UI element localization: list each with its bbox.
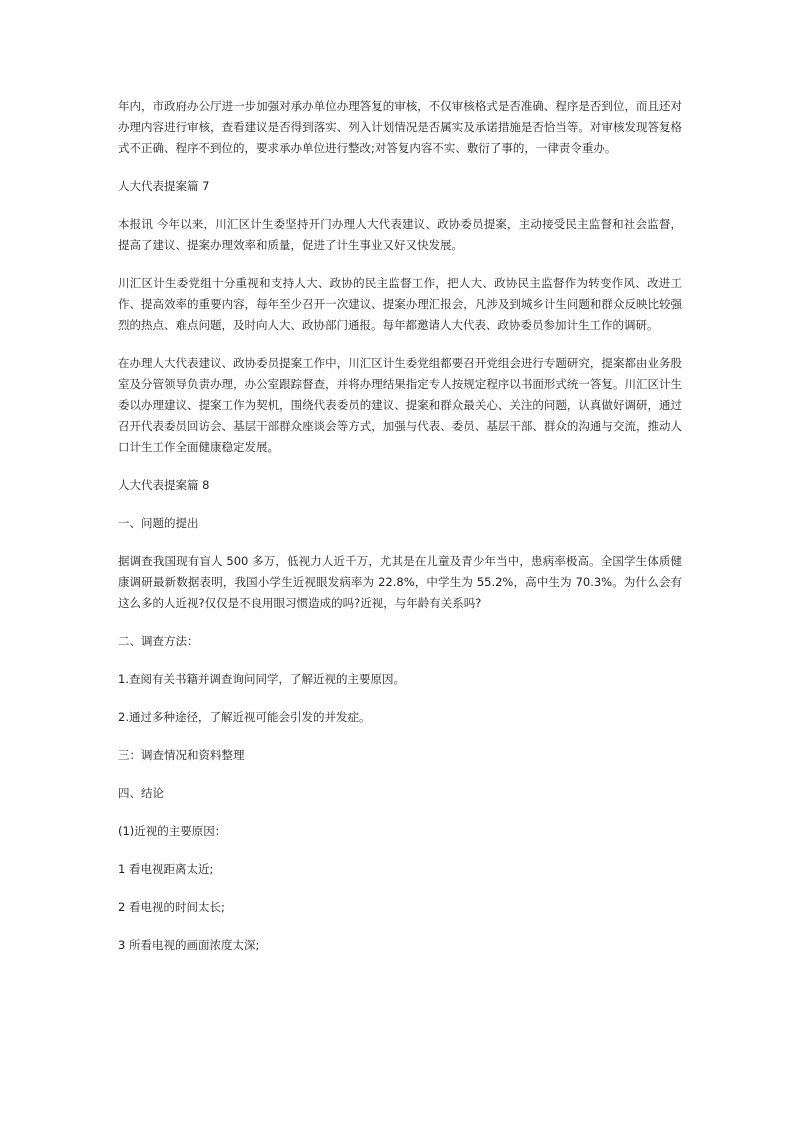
section-heading-8: 人大代表提案篇 8: [118, 478, 210, 492]
list-item-cause-3: 3 所看电视的画面浓度太深;: [118, 938, 260, 952]
list-item-method-2: 2.通过多种途径，了解近视可能会引发的并发症。: [118, 710, 371, 724]
paragraph-handling-work: 在办理人大代表建议、政协委员提案工作中，川汇区计生委党组都要召开党组会进行专题研究，提案都由业务股室及分管领导负责办理，办公室跟踪督查，并将办理结果指定专人按规定程序以书面形式统一答复。川汇区计生委以办理建议、提案工作为契机，围绕代表委员的建议、提案和群众最关心、关注的问题，认真做好调研，通过召开代表委员回访会、基层干部群众座谈会等方式，加强与代表、委员、基层干部、群众的沟通与交流，推动人口计生工作全面健康稳定发展。: [118, 356, 682, 454]
paragraph-report-intro: 本报讯 今年以来，川汇区计生委坚持开门办理人大代表建议、政协委员提案，主动接受民主监督和社会监督，提高了建议、提案办理效率和质量，促进了计生事业又好又快发展。: [118, 217, 682, 252]
paragraph-review-process: 年内，市政府办公厅进一步加强对承办单位办理答复的审核，不仅审核格式是否准确、程序是否到位，而且还对办理内容进行审核，查看建议是否得到落实、列入计划情况是否属实及承诺措施是否恰当等。对审核发现答复格式不正确、程序不到位的，要求承办单位进行整改;对答复内容不实、敷衍了事的，一律责令重办。: [118, 99, 682, 155]
list-item-method-1: 1.查阅有关书籍并调查询问同学，了解近视的主要原因。: [118, 672, 405, 686]
paragraph-party-support: 川汇区计生委党组十分重视和支持人大、政协的民主监督工作，把人大、政协民主监督作为转变作风、改进工作、提高效率的重要内容，每年至少召开一次建议、提案办理汇报会，凡涉及到城乡计生问题和群众反映比较强烈的热点、难点问题，及时向人大、政协部门通报。每年都邀请人大代表、政协委员参加计生工作的调研。: [118, 276, 682, 332]
list-item-cause-1: 1 看电视距离太近;: [118, 862, 214, 876]
paragraph-myopia-stats: 据调查我国现有盲人 500 多万，低视力人近千万，尤其是在儿童及青少年当中，患病率极高。全国学生体质健康调研最新数据表明，我国小学生近视眼发病率为 22.8%，中学生为 55.2%，高中生为 70.3%。为什么会有这么多的人近视?仅仅是不良用眼习惯造成的吗?近视，与年龄有关系吗?: [118, 554, 682, 610]
subheading-survey: 三：调查情况和资料整理: [118, 748, 245, 762]
section-heading-7: 人大代表提案篇 7: [118, 179, 210, 193]
subheading-conclusion: 四、结论: [118, 786, 164, 800]
subheading-method: 二、调查方法：: [118, 634, 199, 648]
document-page: [118, 96, 682, 973]
subheading-main-causes: (1)近视的主要原因：: [118, 824, 227, 838]
list-item-cause-2: 2 看电视的时间太长;: [118, 900, 225, 914]
subheading-problem: 一、问题的提出: [118, 516, 199, 530]
